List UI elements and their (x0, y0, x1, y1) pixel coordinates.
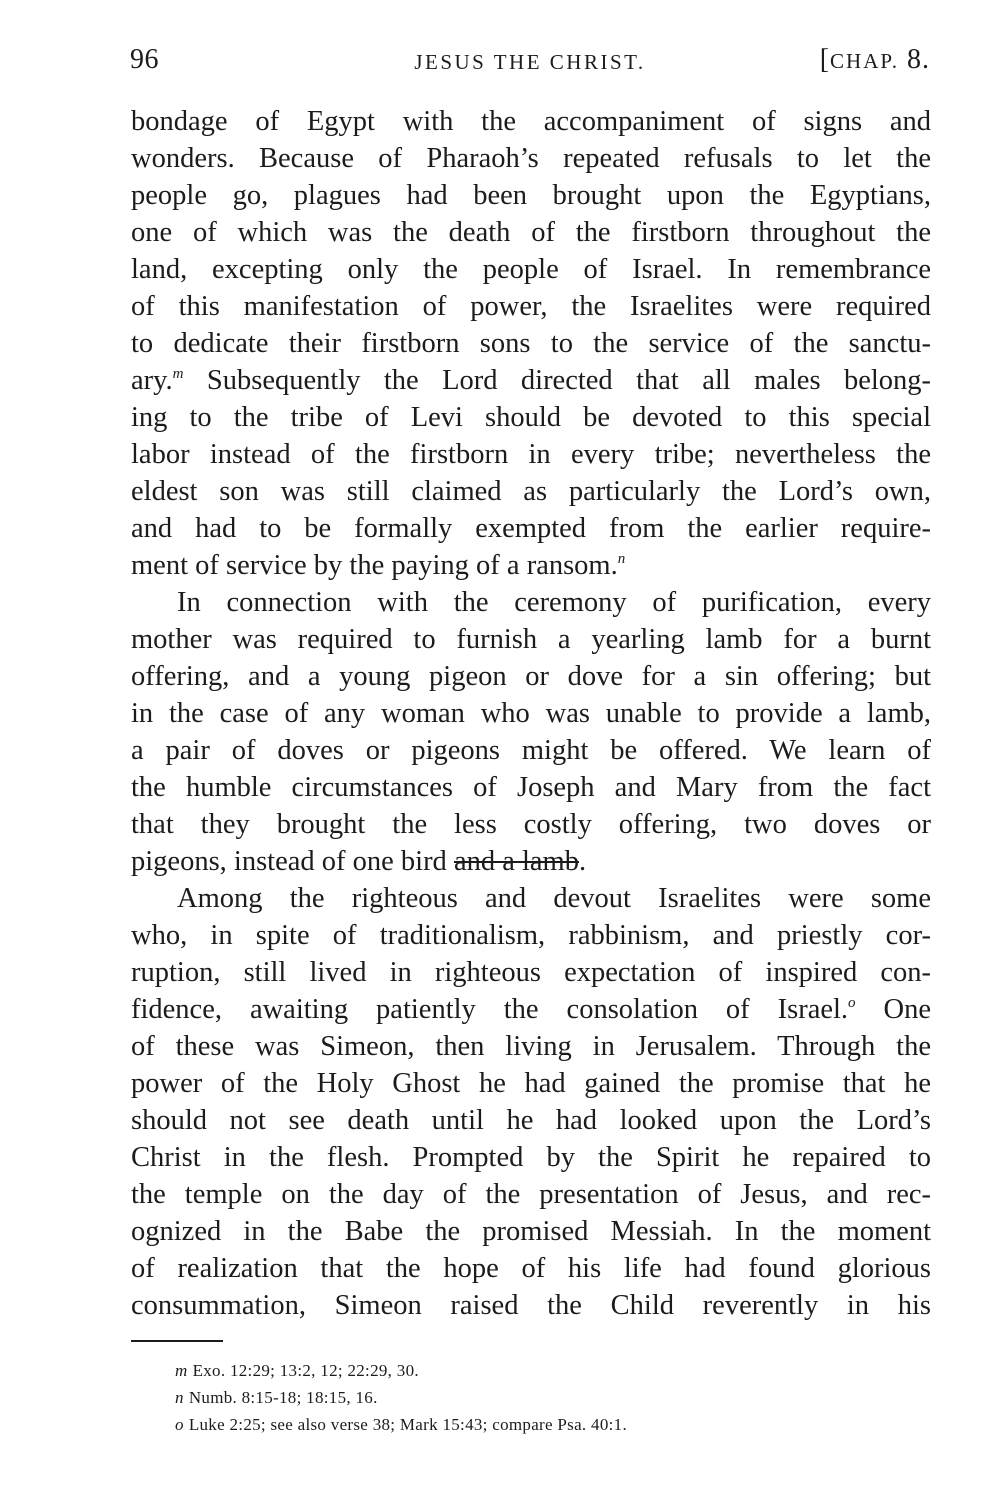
text-line: consummation, Simeon raised the Child reverently in his (131, 1290, 931, 1321)
text-fragment: pigeons, instead of one bird (131, 846, 454, 877)
text-line (131, 991, 931, 1028)
running-title: JESUS THE CHRIST. (414, 50, 646, 74)
text-line: Christ in the flesh. Prompted by the Spirit he repaired to (131, 1142, 931, 1173)
text-line: ruption, still lived in righteous expectation of inspired con- (131, 957, 931, 988)
text-fragment: fidence, awaiting patiently the consolation of Israel. (131, 994, 849, 1025)
text-line: bondage of Egypt with the accompaniment of signs and (131, 106, 931, 137)
text-line (131, 547, 931, 584)
text-line: ognized in the Babe the promised Messiah. In the moment (131, 1216, 931, 1247)
text-line: wonders. Because of Pharaoh’s repeated refusals to let the (131, 143, 931, 174)
footnote-text: Luke 2:25; see also verse 38; Mark 15:43; compare Psa. 40:1. (188, 1415, 627, 1434)
text-line: ing to the tribe of Levi should be devoted to this special (131, 402, 931, 433)
text-line: In connection with the ceremony of purification, every (177, 587, 931, 618)
footnote-text: Exo. 12:29; 13:2, 12; 22:29, 30. (192, 1361, 419, 1380)
struck-text: and a lamb (453, 846, 579, 877)
text-fragment: . (578, 846, 587, 877)
text-line (131, 362, 931, 399)
body-text (131, 103, 931, 1324)
text-line: and had to be formally exempted from the earlier require- (131, 513, 931, 544)
text-line (131, 843, 931, 880)
text-line: the humble circumstances of Joseph and Mary from the fact (131, 772, 931, 803)
text-fragment: ary. (131, 365, 173, 396)
text-line: a pair of doves or pigeons might be offered. We learn of (131, 735, 931, 766)
footnote-text: Numb. 8:15-18; 18:15, 16. (188, 1388, 378, 1407)
text-line: land, excepting only the people of Israel. In remembrance (131, 254, 931, 285)
text-line: Among the righteous and devout Israelites were some (177, 883, 931, 914)
text-line: that they brought the less costly offering, two doves or (131, 809, 931, 840)
footnote-marker: n (175, 1388, 184, 1407)
text-line: labor instead of the firstborn in every tribe; nevertheless the (131, 439, 931, 470)
chapter-label (820, 44, 930, 76)
text-line: people go, plagues had been brought upon the Egyptians, (131, 180, 931, 211)
text-line: to dedicate their firstborn sons to the service of the sanctu- (131, 328, 931, 359)
chapter-word: CHAP. (830, 49, 899, 73)
footnote-marker: m (175, 1361, 188, 1380)
footnote (175, 1384, 627, 1411)
chapter-bracket: [ (819, 44, 831, 75)
text-line: of realization that the hope of his life had found glorious (131, 1253, 931, 1284)
text-line: power of the Holy Ghost he had gained the promise that he (131, 1068, 931, 1099)
text-fragment: ment of service by the paying of a ransom. (131, 550, 618, 581)
footnote (175, 1357, 627, 1384)
chapter-number: 8. (907, 44, 930, 75)
text-line: of this manifestation of power, the Israelites were required (131, 291, 931, 322)
text-line: should not see death until he had looked upon the Lord’s (131, 1105, 931, 1136)
footnotes (175, 1357, 627, 1438)
footnote-ref: n (617, 551, 626, 567)
text-line: the temple on the day of the presentation of Jesus, and rec- (131, 1179, 931, 1210)
page-number: 96 (130, 44, 159, 75)
footnote-divider (131, 1340, 223, 1342)
text-fragment: One (883, 994, 932, 1025)
text-fragment: Subsequently the Lord directed that all males belong- (206, 365, 931, 396)
text-line: who, in spite of traditionalism, rabbinism, and priestly cor- (131, 920, 931, 951)
text-line: offering, and a young pigeon or dove for a sin offering; but (131, 661, 931, 692)
text-line: mother was required to furnish a yearling lamb for a burnt (131, 624, 931, 655)
text-line: in the case of any woman who was unable to provide a lamb, (131, 698, 931, 729)
text-line: of these was Simeon, then living in Jerusalem. Through the (131, 1031, 931, 1062)
running-header (130, 44, 930, 80)
footnote-ref: o (848, 995, 856, 1011)
footnote-marker: o (175, 1415, 184, 1434)
footnote (175, 1411, 627, 1438)
text-line: one of which was the death of the firstborn throughout the (131, 217, 931, 248)
footnote-ref: m (172, 366, 184, 382)
text-line: eldest son was still claimed as particularly the Lord’s own, (131, 476, 931, 507)
